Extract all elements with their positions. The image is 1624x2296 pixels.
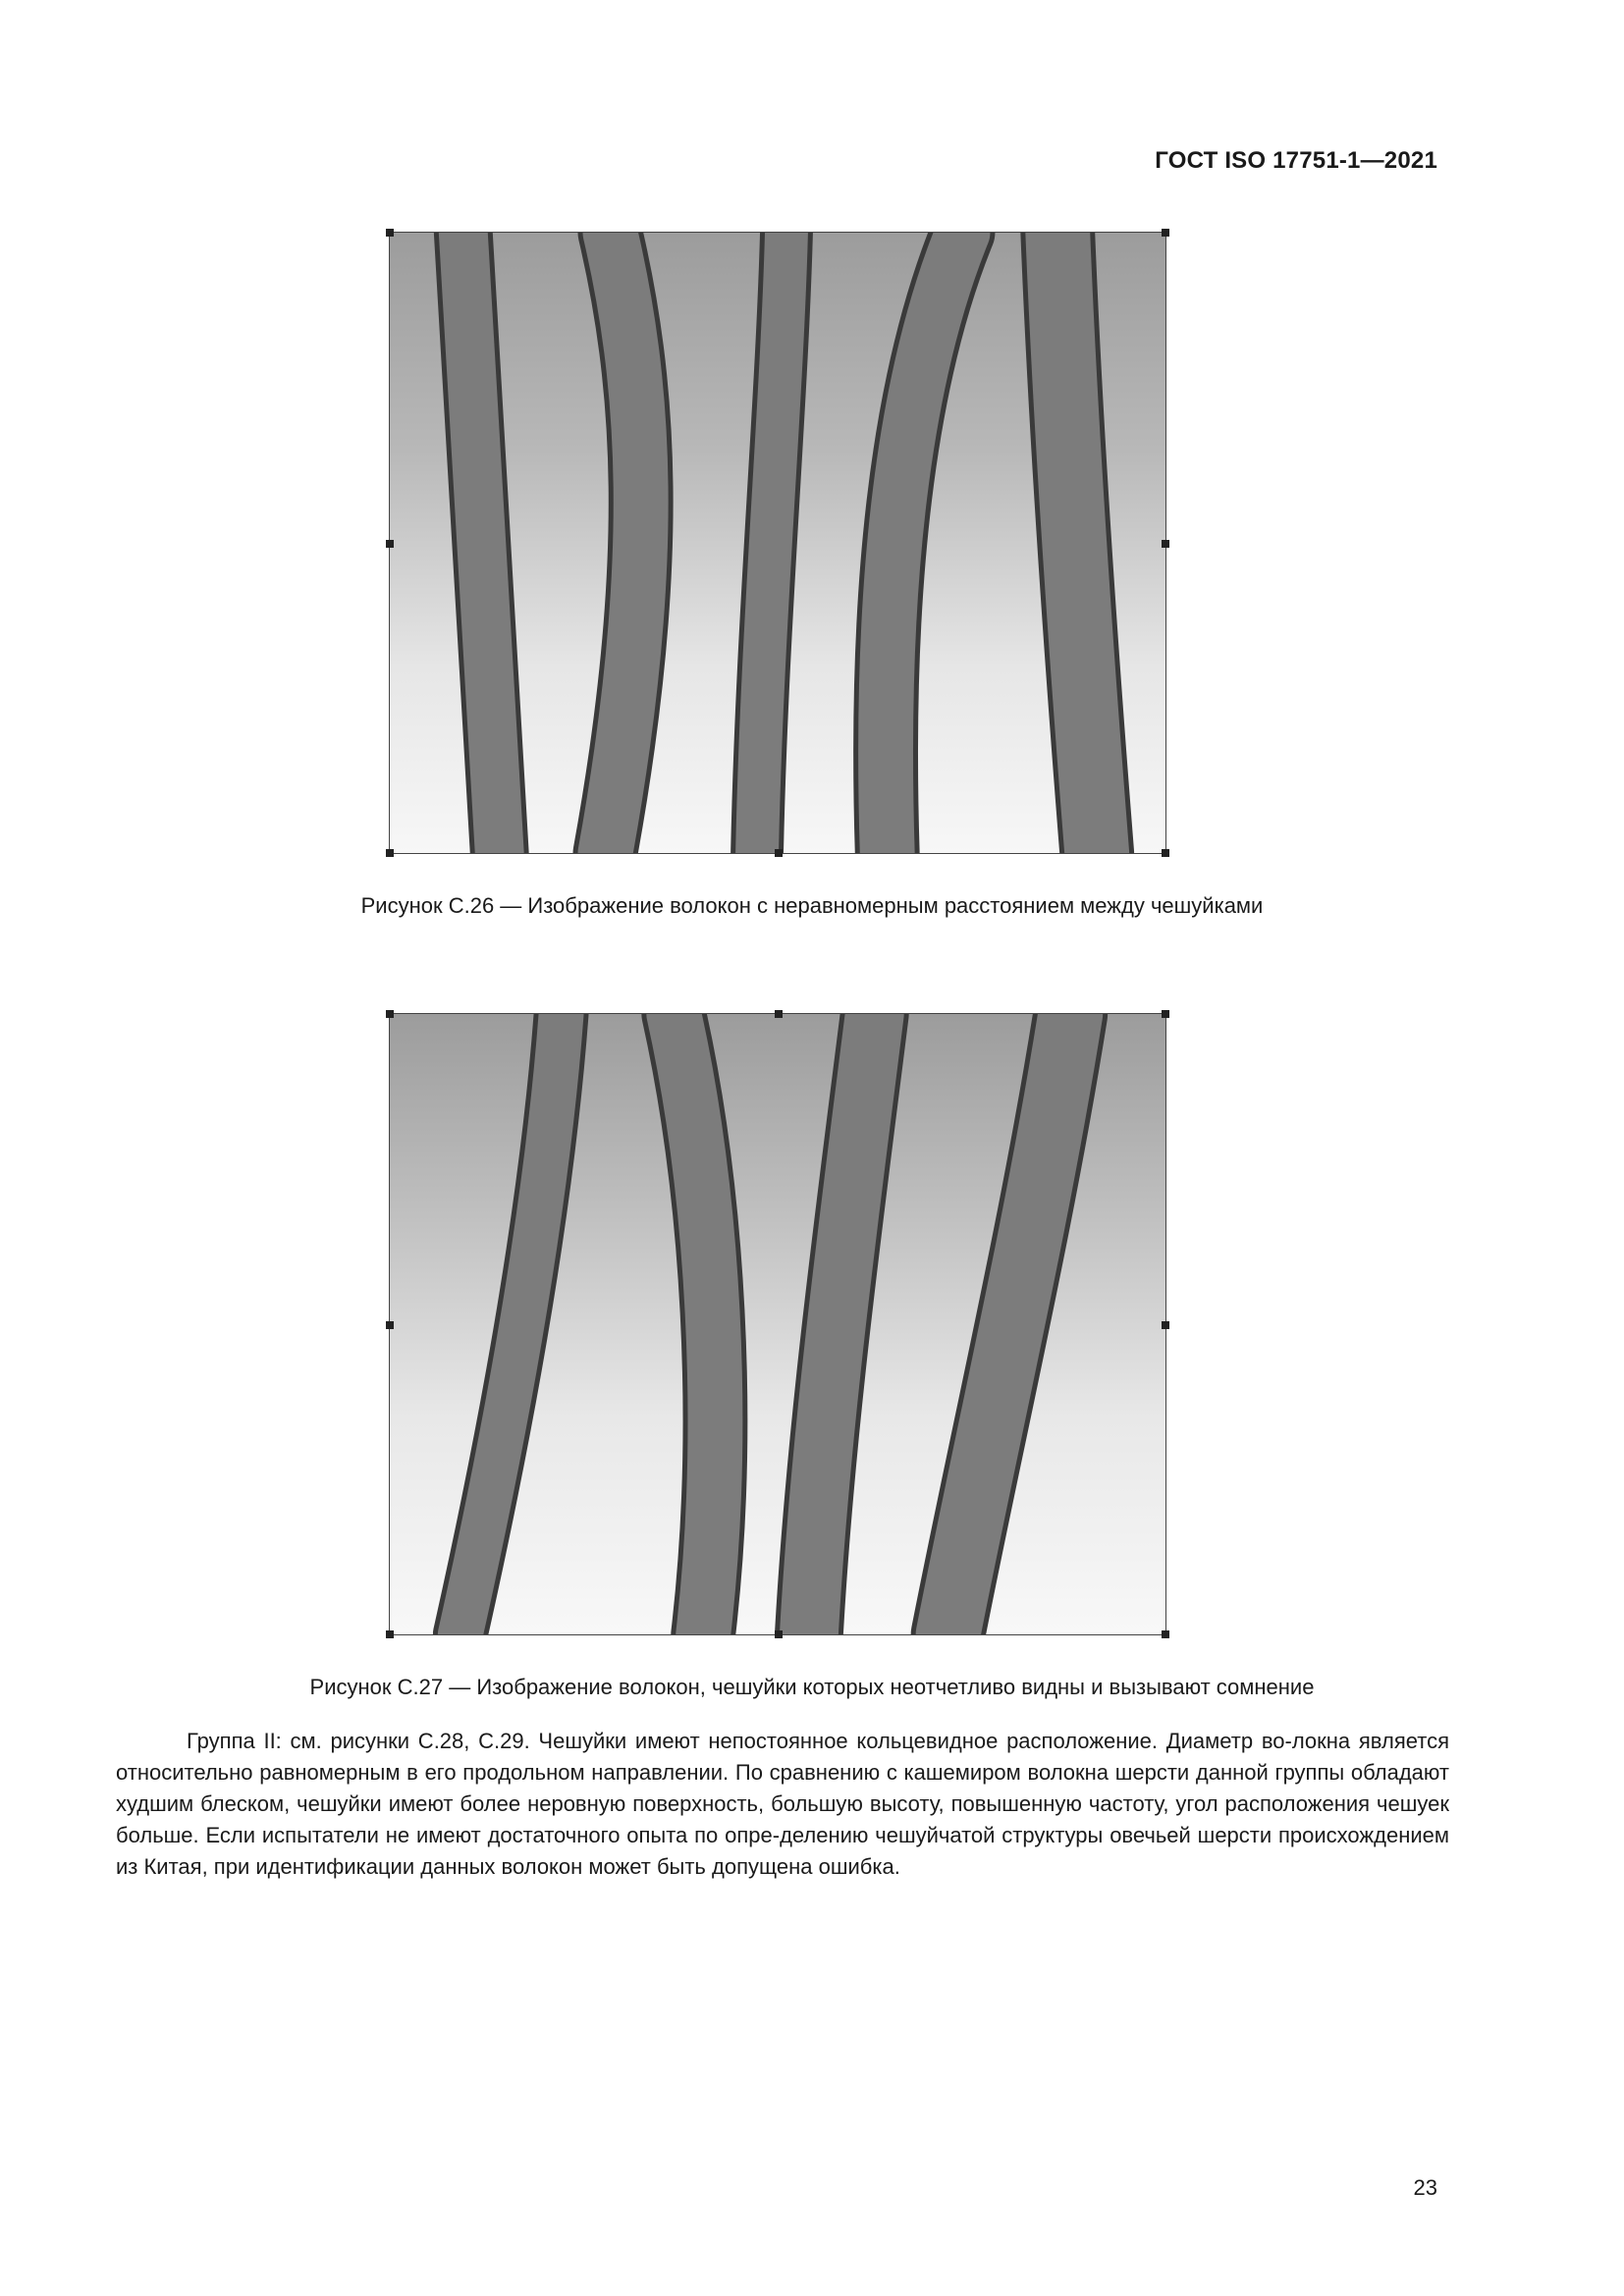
resize-handle — [1162, 540, 1169, 548]
micrograph-image — [390, 1014, 1165, 1634]
resize-handle — [1162, 1630, 1169, 1638]
resize-handle — [1162, 1321, 1169, 1329]
resize-handle — [386, 1321, 394, 1329]
figure-caption-c27: Рисунок С.27 — Изображение волокон, чешуйки которых неотчетливо видны и вызывают сомнение — [309, 1675, 1315, 1699]
resize-handle — [1162, 849, 1169, 857]
resize-handle — [386, 1010, 394, 1018]
micrograph-figure-c27 — [389, 1013, 1166, 1635]
document-id: ГОСТ ISO 17751-1—2021 — [1155, 147, 1437, 174]
resize-handle — [386, 1630, 394, 1638]
resize-handle — [386, 229, 394, 237]
resize-handle — [386, 849, 394, 857]
resize-handle — [775, 1630, 783, 1638]
body-paragraph: Группа II: см. рисунки С.28, С.29. Чешуйки имеют непостоянное кольцевидное расположение. Диаметр во-локна является относительно равномерным в его продольном направлении. По сравнению с кашемиром волокна шерсти данной группы обладают худшим блеском, чешуйки имеют более неровную поверхность, большую высоту, повышенную частоту, угол расположения чешуек больше. Если испытатели не имеют достаточного опыта по опре-делению чешуйчатой структуры овечьей шерсти происхождением из Китая, при идентификации данных волокон может быть допущена ошибка. — [116, 1729, 1449, 1879]
figure-caption-c26: Рисунок С.26 — Изображение волокон с неравномерным расстоянием между чешуйками — [360, 893, 1264, 918]
resize-handle — [1162, 1010, 1169, 1018]
micrograph-figure-c26 — [389, 232, 1166, 854]
resize-handle — [386, 540, 394, 548]
resize-handle — [1162, 229, 1169, 237]
resize-handle — [775, 1010, 783, 1018]
resize-handle — [775, 849, 783, 857]
page-number: 23 — [1413, 2175, 1437, 2200]
micrograph-image — [390, 233, 1165, 853]
